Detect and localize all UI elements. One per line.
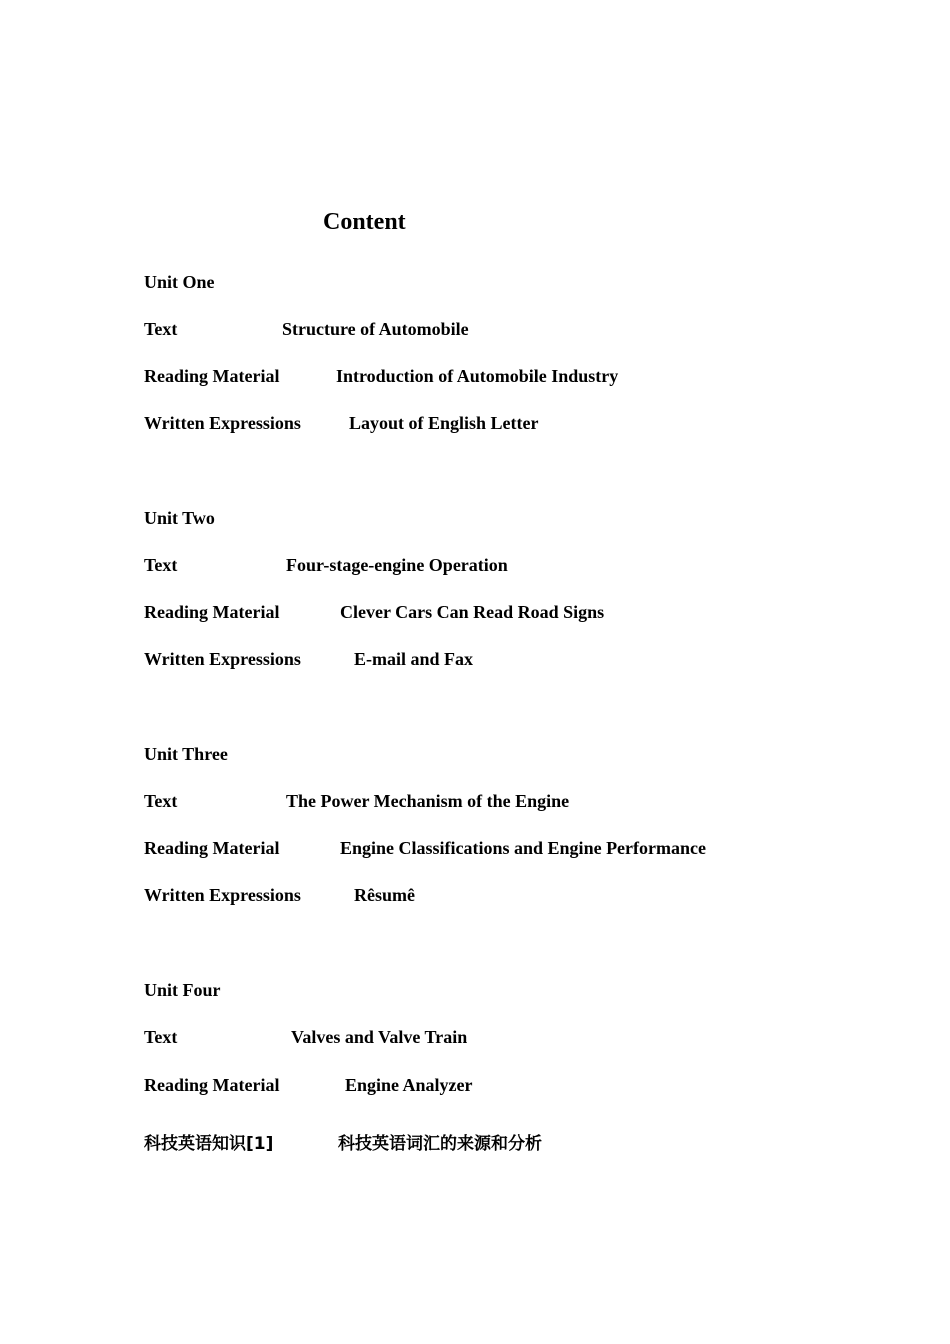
unit-heading: Unit One: [144, 272, 215, 292]
entry-title: Engine Analyzer: [345, 1075, 473, 1095]
entry-title: Four-stage-engine Operation: [286, 555, 508, 575]
entry-title: Layout of English Letter: [349, 413, 539, 433]
entry-label: Reading Material: [144, 366, 280, 386]
entry-label: Text: [144, 319, 178, 339]
entry-label: Reading Material: [144, 838, 280, 858]
entry-label: Reading Material: [144, 1075, 280, 1095]
entry-label: Written Expressions: [144, 885, 301, 905]
entry-label: Written Expressions: [144, 413, 301, 433]
unit-heading: Unit Three: [144, 744, 228, 764]
entry-label: Text: [144, 791, 178, 811]
page-title: Content: [323, 209, 406, 235]
unit-heading: Unit Four: [144, 980, 221, 1000]
entry-title: Clever Cars Can Read Road Signs: [340, 602, 605, 622]
entry-title: Valves and Valve Train: [291, 1027, 468, 1047]
entry-title: Rêsumê: [354, 885, 415, 905]
entry-title: Introduction of Automobile Industry: [336, 366, 619, 386]
entry-label: Text: [144, 555, 178, 575]
entry-title: E-mail and Fax: [354, 649, 474, 669]
entry-title: Engine Classifications and Engine Performance: [340, 838, 707, 858]
entry-label: Text: [144, 1027, 178, 1047]
unit-heading: Unit Two: [144, 508, 215, 528]
entry-label: 科技英语知识[1]: [144, 1134, 274, 1154]
entry-title: The Power Mechanism of the Engine: [286, 791, 570, 811]
entry-title: 科技英语词汇的来源和分析: [338, 1134, 542, 1154]
entry-title: Structure of Automobile: [282, 319, 469, 339]
entry-label: Reading Material: [144, 602, 280, 622]
entry-label: Written Expressions: [144, 649, 301, 669]
